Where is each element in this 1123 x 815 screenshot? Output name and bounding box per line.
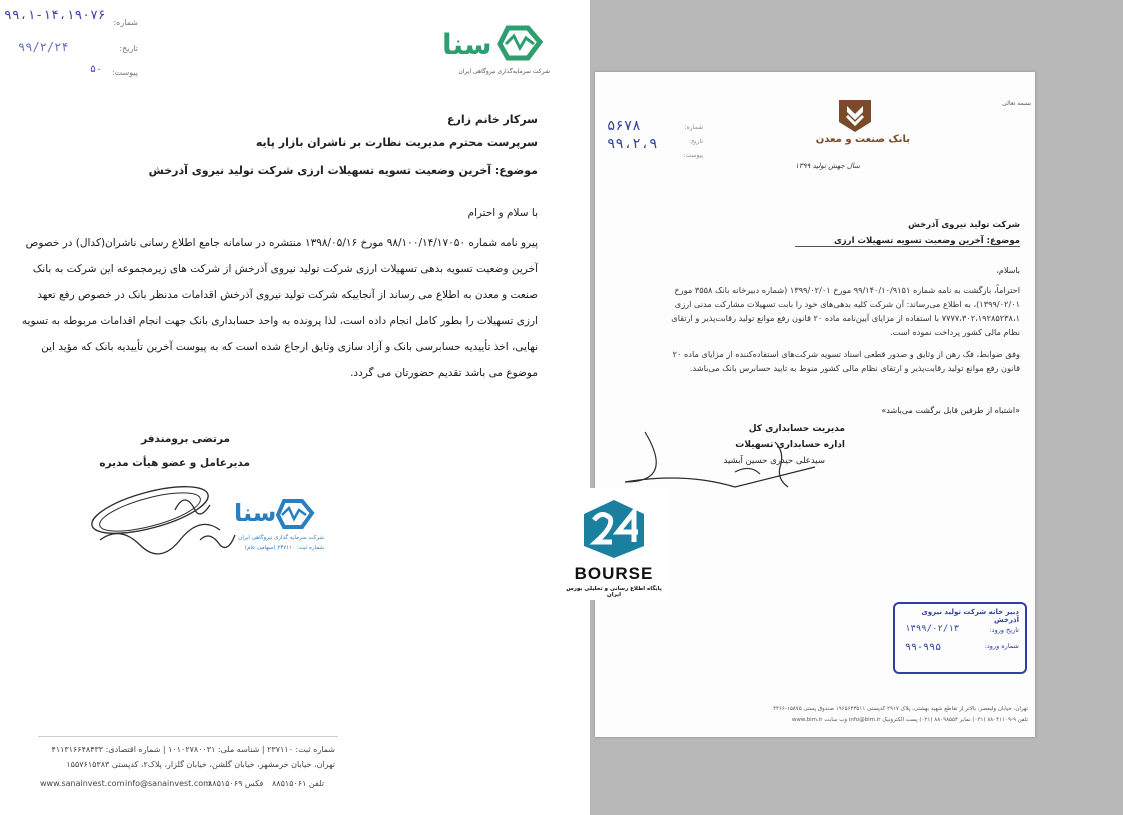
stamp-logo-text: سنا <box>234 499 277 527</box>
signature-names: سیدعلی حیدری حسین آبشید <box>723 456 825 466</box>
recipient: شرکت تولید نیروی آذرخش <box>908 220 1020 230</box>
handwritten-letter-number: ۹۹،۱-۱۴،۱۹۰۷۶ <box>4 8 106 23</box>
handwritten-letter-date: ۹۹/۲/۲۴ <box>18 40 69 54</box>
signature-dept: مدیریت حسابداری کل <box>748 424 845 434</box>
body-line: قانون رفع موانع تولید رقابت‌پذیر و ارتقای نظام مالی کشور منوط به تایید حسابرس بانک می‌باشد. <box>689 363 1020 373</box>
handwritten-letter-date: ۹۹،۲،۹ <box>607 136 658 152</box>
handwritten-letter-number: ۵۶۷۸ <box>607 118 641 134</box>
greeting: با سلام و احترام <box>467 207 538 219</box>
greeting: باسلام، <box>996 266 1020 275</box>
footer-website: www.sanainvest.com <box>40 779 125 788</box>
signer-title: مدیرعامل و عضو هیأت مدیره <box>99 457 250 469</box>
footer-registration: شماره ثبت: ۲۳۷۱۱۰ | شناسه ملی: ۱۰۱۰۲۷۸۰۰۳۱ | شماره اقتصادی: ۴۱۱۳۱۶۶۴۸۴۳۳ <box>51 745 335 754</box>
footer-fax: فکس ۸۸۵۱۵۰۶۹ <box>208 779 264 788</box>
correction-note: «اشتباه از طرفین قابل برگشت می‌باشد» <box>881 406 1020 415</box>
receipt-date: ۱۳۹۹/۰۲/۱۳ <box>905 624 960 634</box>
date-label: تاریخ: <box>119 44 138 53</box>
attachment-label: پیوست: <box>683 152 703 159</box>
footer-address: تهران، خیابان ولیعصر، بالاتر از تقاطع شهید بهشتی، پلاک ۲۹۱۷ کدپستی ۱۹۶۵۶۴۳۵۱۱ صندوق پستی ۱۵۸۷۵-۴۴۶۶ <box>773 706 1028 712</box>
body-line: نهایی، اخذ تأییدیه حسابرسی بانک و آزاد سازی وثایق ارجاع شده است که به پیوست آخرین تأییدیه بانک که مؤید این <box>41 341 538 353</box>
body-line: احتراماً، بازگشت به نامه شماره ۹۹/۱۴۰/۱۰/۹۱۵۱ مورخ ۱۳۹۹/۰۲/۰۱ (شماره دبیرخانه بانک ۳۵۵۸ مورخ <box>674 285 1020 295</box>
bourse24-mark <box>580 496 648 560</box>
subject: موضوع: آخرین وضعیت تسویه تسهیلات ارزی شرکت تولید نیروی آذرخش <box>148 164 538 177</box>
stamp-subtitle: شرکت سرمایه گذاری نیروگاهی ایران <box>238 535 324 541</box>
bank-name: بانک صنعت و معدن <box>815 134 910 145</box>
signature-office: اداره حسابداری تسهیلات <box>735 440 845 450</box>
attachment-label: پیوست: <box>111 68 138 77</box>
body-line: نظام مالی کشور پرداخت نموده است. <box>890 327 1020 337</box>
footer-email: info@sanainvest.com <box>125 779 211 788</box>
sana-logo <box>440 20 550 80</box>
receipt-stamp-title: دبیر خانه شرکت تولید نیروی آذرخش <box>921 608 1019 624</box>
body-line: ۱۳۹۹/۰۲/۰۱)، به اطلاع می‌رساند: آن شرکت کلیه بدهی‌های خود را بابت تسهیلات مشارکت مدنی ارزی <box>674 299 1020 309</box>
footer-phone: تلفن ۸۸۵۱۵۰۶۱ <box>272 779 324 788</box>
body-line: موضوع می باشد تقدیم حضورتان می گردد. <box>350 367 538 379</box>
date-label: تاریخ: <box>689 138 703 145</box>
receipt-stamp <box>893 602 1027 674</box>
number-label: شماره: <box>113 18 138 27</box>
sana-logo-subtitle: شرکت سرمایه‌گذاری نیروگاهی ایران <box>458 68 550 75</box>
bismillah: بسمه تعالی <box>1002 100 1031 107</box>
sana-logo-text: سنا <box>442 28 492 61</box>
body-line: پیرو نامه شماره ۹۸/۱۰۰/۱۴/۱۷۰۵۰ مورخ ۱۳۹۸/۰۵/۱۶ منتشره در سامانه جامع اطلاع رسانی ناشران(کدال) در خصوص <box>25 237 538 249</box>
right-letter <box>595 72 1035 737</box>
bank-logo-icon <box>835 98 875 134</box>
footer-divider <box>38 736 338 737</box>
body-line: وفق ضوابط، فک رهن از وثایق و صدور قطعی اسناد تسویه شرکت‌های استفاده‌کننده از مزایای ماده ۲۰ <box>672 349 1020 359</box>
recipient-title: سرپرست محترم مدیریت نظارت بر ناشران بازار پایه <box>255 136 538 149</box>
subject: موضوع: آخرین وضعیت تسویه تسهیلات ارزی <box>795 236 1020 247</box>
bourse-tagline: پایگاه اطلاع رسانی و تحلیلی بورس ایران <box>566 586 662 598</box>
footer-contact: تلفن ۹-۸۸۰۴۱۱۰۹ (۰۲۱) نمابر ۸۸۰۹۸۵۵۴ (۰۲۱) پست الکترونیک info@bim.ir وب سایت www.bim.ir <box>791 717 1028 723</box>
handwritten-attachment: ۵۰ <box>90 64 103 75</box>
letter-body <box>21 236 538 380</box>
receipt-number-label: شماره ورود: <box>984 642 1019 650</box>
bourse-word: BOURSE <box>574 564 654 583</box>
body-line: آخرین وضعیت تسویه بدهی تسهیلات ارزی شرکت تولید نیروی آذرخش از شرکت های زیرمجموعه این شرکت به بانک <box>32 263 538 275</box>
number-label: شماره: <box>684 124 703 131</box>
company-stamp <box>232 495 324 560</box>
bourse24-logo <box>558 488 670 600</box>
footer-address: تهران، خیابان خرمشهر، خیابان گلشن، خیابان گلزار، پلاک۲، کدپستی ۱۵۵۷۶۱۵۳۸۳ <box>66 760 335 769</box>
body-line: ۷۷۷۷،۳۰۲،۱۹۲۸۵۲۳۸،۱ با استفاده از مزایای آیین‌نامه ماده ۲۰ قانون رفع موانع تولید رقابت‌پذیر و ارتقای <box>671 313 1020 323</box>
stamp-registration: شماره ثبت: ۲۳۷۱۱۰ (سهامی عام) <box>244 545 324 551</box>
receipt-date-label: تاریخ ورود: <box>989 626 1019 634</box>
receipt-number: ۹۹-۹۹۵ <box>905 642 942 653</box>
recipient: سرکار خانم زارع <box>447 113 538 126</box>
body-line: صنعت و معدن به اطلاع می رساند از آنجاییکه شرکت تولید نیروی آذرخش اقدامات مدنظر بانک در خصوص رفع تعهد <box>37 289 538 301</box>
body-line: ارزی تسهیلات را بطور کامل انجام داده است، لذا پرونده به واحد حسابداری بانک جهت انجام اقدامات مربوطه به تسویه <box>21 315 538 327</box>
year-motto: سال جهش تولید ۱۳۹۹ <box>795 162 860 170</box>
signer-name: مرتضی برومندفر <box>141 433 230 445</box>
letter-body <box>603 280 1020 375</box>
